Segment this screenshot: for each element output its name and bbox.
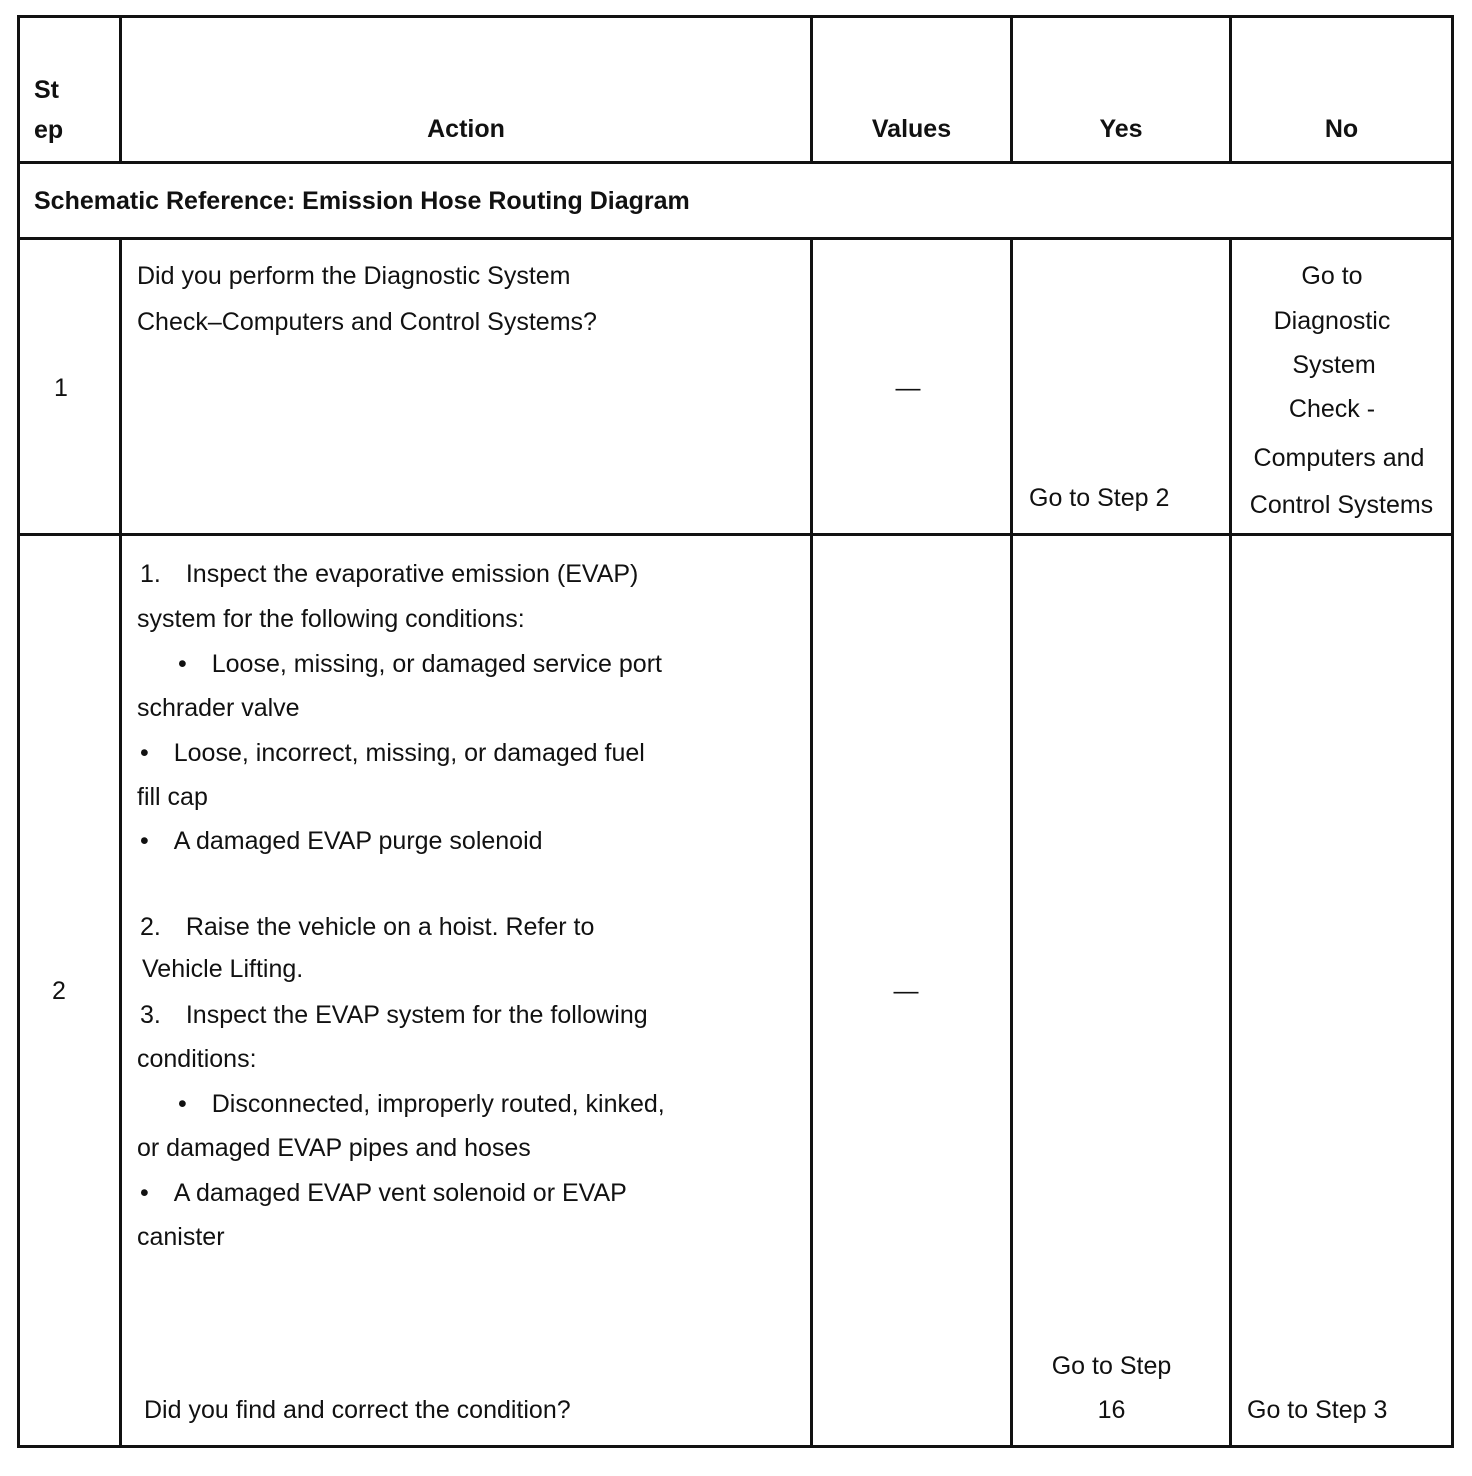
row-2-values: — [893,977,919,1005]
row-2-step: 2 [52,977,66,1005]
row-1-no-line: Diagnostic [1273,307,1391,335]
table-border-left [17,15,20,1448]
schematic-reference: Schematic Reference: Emission Hose Routing Diagram [34,187,690,215]
row-2-action-line: system for the following conditions: [137,605,525,633]
row-1-no-line: Computers and [1253,444,1425,472]
row-divider [17,533,1454,536]
header-divider [17,161,1454,164]
header-step-line-1: St [34,76,59,104]
table-border-bottom [17,1445,1454,1448]
row-2-action-line: fill cap [137,783,208,811]
header-step-line-2: ep [34,116,64,144]
row-2-action-line: Vehicle Lifting. [142,955,304,983]
row-1-no-line: Check - [1288,395,1376,423]
row-2-action-line: • A damaged EVAP purge solenoid [140,827,543,855]
schematic-divider [17,237,1454,240]
row-2-action-line: • Loose, incorrect, missing, or damaged fuel [140,739,645,767]
column-divider-step [119,237,122,1448]
row-1-action-line: Check–Computers and Control Systems? [137,308,597,336]
row-2-action-line: • Disconnected, improperly routed, kinked, [178,1090,665,1118]
row-1-action-line: Did you perform the Diagnostic System [137,262,571,290]
column-divider-values [1010,237,1013,1448]
row-1-step: 1 [54,374,68,402]
column-divider-action [810,237,813,1448]
header-yes: Yes [1099,115,1143,143]
row-1-no-line: System [1292,351,1376,379]
row-1-no-line: Control Systems [1249,491,1434,519]
row-1-no-line: Go to [1301,262,1363,290]
header-no: No [1324,115,1359,143]
header-values: Values [871,115,952,143]
row-1-values: — [895,374,921,402]
row-2-action-line: • Loose, missing, or damaged service port [178,650,662,678]
row-2-action-line: 1. Inspect the evaporative emission (EVAP) [140,560,639,588]
row-2-no: Go to Step 3 [1247,1396,1388,1424]
row-2-action-line: schrader valve [137,694,300,722]
header-action: Action [427,115,505,143]
row-1-yes: Go to Step 2 [1029,484,1170,512]
row-2-action-line: conditions: [137,1045,257,1073]
row-2-action-line: or damaged EVAP pipes and hoses [137,1134,531,1162]
table-border-top [17,15,1454,18]
row-2-yes-line: 16 [1097,1396,1126,1424]
row-2-yes-line: Go to Step [1051,1352,1172,1380]
row-2-action-line: • A damaged EVAP vent solenoid or EVAP [140,1179,627,1207]
row-2-action-line: canister [137,1223,225,1251]
row-2-action-question: Did you find and correct the condition? [144,1396,571,1424]
row-2-action-line: 3. Inspect the EVAP system for the following [140,1001,648,1029]
row-2-action-line: 2. Raise the vehicle on a hoist. Refer to [140,913,595,941]
table-border-right [1451,15,1454,1448]
